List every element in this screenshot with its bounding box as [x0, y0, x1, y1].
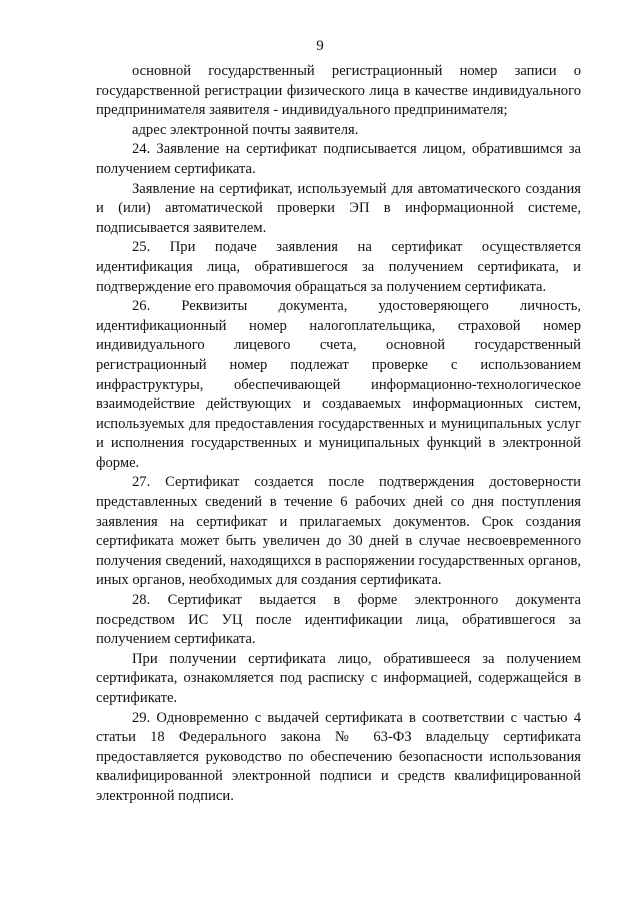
- paragraph-29: 29. Одновременно с выдачей сертификата в соответствии с частью 4 статьи 18 Федерального закона № 63-ФЗ владельцу сертификата предоставляется руководство по обеспечению безопасности использования квалифицированной электронной подписи и средств квалифицированной электронной подписи.: [96, 709, 581, 804]
- paragraph-28-cont: При получении сертификата лицо, обратившееся за получением сертификата, ознакомляется под расписку с информацией, содержащейся в сертификате.: [96, 650, 581, 706]
- paragraph-24-cont: Заявление на сертификат, используемый для автоматического создания и (или) автоматической проверки ЭП в информационной системе, подписывается заявителем.: [96, 180, 581, 236]
- paragraph-ogrnip: основной государственный регистрационный номер записи о государственной регистрации физического лица в качестве индивидуального предпринимателя заявителя - индивидуального предпринимателя;: [96, 63, 581, 119]
- paragraph-27: 27. Сертификат создается после подтверждения достоверности представленных сведений в течение 6 рабочих дней со дня поступления заявления на сертификат и прилагаемых документов. Срок создания сертификата может быть увеличен до 30 дней в случае несвоевременного получения сведений, находящихся в распоряжении государственных органов, иных органов, необходимых для создания сертификата.: [96, 474, 581, 589]
- paragraph-email: адрес электронной почты заявителя.: [132, 121, 359, 138]
- paragraph-24: 24. Заявление на сертификат подписывается лицом, обратившимся за получением сертификата.: [96, 141, 581, 177]
- document-body: [96, 62, 581, 807]
- paragraph-28: 28. Сертификат выдается в форме электронного документа посредством ИС УЦ после идентификации лица, обратившегося за получением сертификата.: [96, 592, 581, 648]
- page-number: 9: [316, 38, 324, 54]
- paragraph-26: 26. Реквизиты документа, удостоверяющего личность, идентификационный номер налогоплательщика, страховой номер индивидуального лицевого счета, основной государственный регистрационный номер подлежат проверке с использованием инфраструктуры, обеспечивающей информационно-технологическое взаимодействие действующих и создаваемых информационных систем, используемых для предоставления государственных и муниципальных услуг и исполнения государственных и муниципальных функций в электронной форме.: [96, 298, 581, 471]
- paragraph-25: 25. При подаче заявления на сертификат осуществляется идентификация лица, обратившегося за получением сертификата, и подтверждение его правомочия обращаться за получением сертификата.: [96, 239, 581, 295]
